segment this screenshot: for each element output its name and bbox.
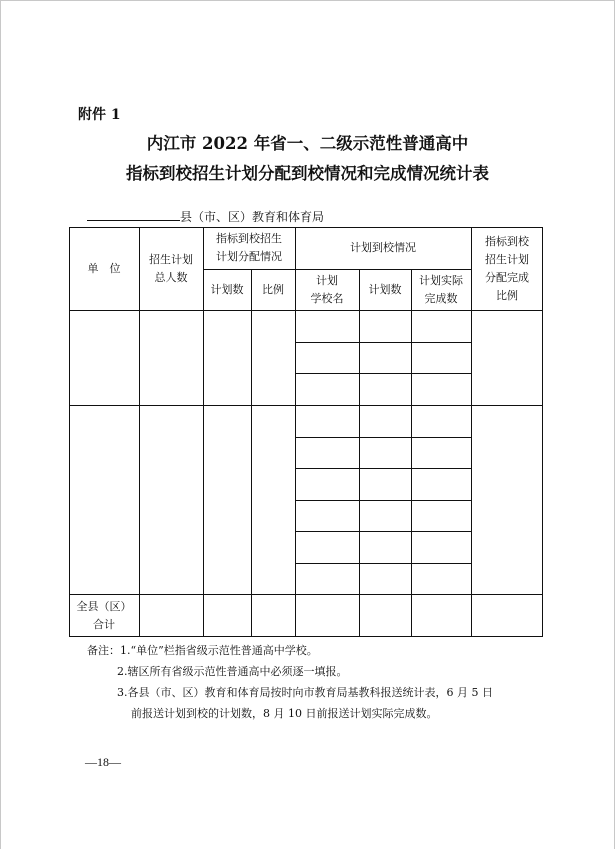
header-school-actual: 计划实际 完成数 — [419, 273, 463, 305]
header-school-name: 计划 学校名 — [310, 273, 344, 305]
header-school-count: 计划数 — [368, 282, 402, 296]
header-allocation-group: 指标到校招生 计划分配情况 — [216, 232, 282, 263]
note-3-continued: 前报送计划到校的计划数，8 月 10 日前报送计划实际完成数。 — [131, 707, 438, 720]
page-number: —18— — [85, 755, 121, 769]
county-suffix: 县（市、区）教育和体育局 — [180, 210, 325, 224]
note-2: 2.辖区所有省级示范性普通高中必须逐一填报。 — [117, 665, 348, 678]
header-allocation-ratio: 比例 — [262, 282, 284, 296]
annex-label: 附件 1 — [78, 107, 121, 123]
note-1: 备注：1.“单位”栏指省级示范性普通高中学校。 — [87, 644, 318, 657]
footer-county-total: 全县（区） 合计 — [76, 599, 132, 631]
county-blank-field[interactable] — [87, 208, 180, 221]
document-title-line-2: 指标到校招生计划分配到校情况和完成情况统计表 — [126, 164, 489, 183]
note-3: 3.各县（市、区）教育和体育局按时向市教育局基教科报送统计表，6 月 5 日 — [117, 686, 493, 699]
county-line — [87, 208, 324, 225]
statistics-table — [69, 227, 543, 637]
document-title-line-1: 内江市 2022 年省一、二级示范性普通高中 — [146, 134, 469, 153]
header-total-plan: 招生计划 总人数 — [149, 252, 193, 284]
header-to-school-group: 计划到校情况 — [350, 241, 416, 254]
header-allocation-count: 计划数 — [210, 282, 244, 296]
header-completion-rate: 指标到校 招生计划 分配完成 比例 — [485, 234, 529, 302]
header-unit: 单 位 — [87, 261, 121, 275]
